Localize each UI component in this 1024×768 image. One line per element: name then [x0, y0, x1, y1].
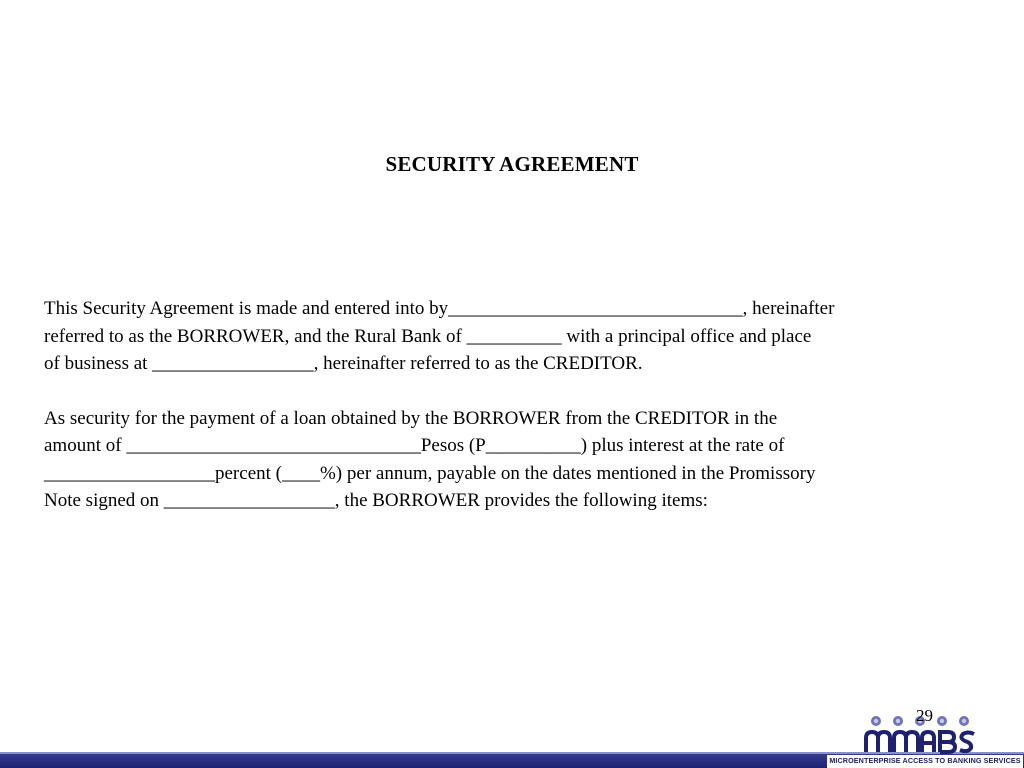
paragraph-loan-terms: [44, 405, 994, 515]
paragraph-line: Note signed on __________________, the BORROWER provides the following items:: [44, 490, 708, 511]
page-number: 29: [916, 706, 933, 725]
paragraph-parties: [44, 295, 994, 378]
paragraph-line: This Security Agreement is made and entered into by_______________________________, hereinafter: [44, 298, 835, 319]
paragraph-line: __________________percent (____%) per annum, payable on the dates mentioned in the Promissory: [44, 462, 816, 484]
paragraph-line: As security for the payment of a loan obtained by the BORROWER from the CREDITOR in the: [44, 407, 778, 429]
logo-tagline: MICROENTERPRISE ACCESS TO BANKING SERVICES: [827, 755, 1023, 768]
document-title: SECURITY AGREEMENT: [385, 152, 639, 176]
paragraph-line: amount of _______________________________Pesos (P__________) plus interest at the rate of: [44, 435, 785, 456]
agreement-body: [44, 295, 994, 515]
paragraph-line: referred to as the BORROWER, and the Rural Bank of __________ with a principal office and place: [44, 325, 812, 347]
paragraph-spacer: [44, 378, 994, 405]
paragraph-line: of business at _________________, hereinafter referred to as the CREDITOR.: [44, 353, 643, 374]
